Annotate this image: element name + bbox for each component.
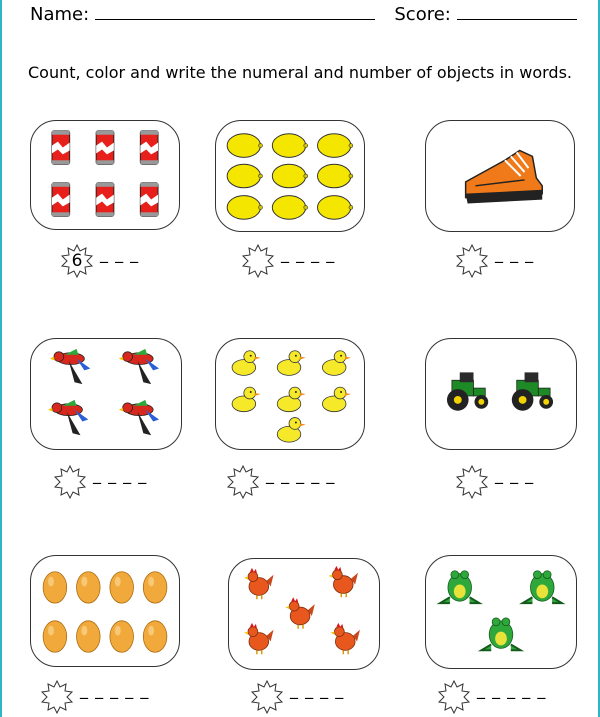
- tractors-picture: [426, 339, 576, 449]
- hens-picture: [229, 559, 379, 669]
- counting-box-frogs: [425, 555, 577, 669]
- numeral-star-icon[interactable]: [455, 465, 489, 499]
- numeral-star-icon[interactable]: [40, 680, 74, 714]
- answer-tractors: [455, 465, 565, 499]
- word-blanks[interactable]: _ _ _: [100, 244, 140, 263]
- score-label: Score:: [394, 4, 451, 25]
- answer-sneaker: [455, 244, 565, 278]
- word-blanks[interactable]: _ _ _ _ _: [80, 680, 150, 699]
- numeral-text: 6: [71, 251, 83, 271]
- numeral-star-icon[interactable]: [226, 465, 260, 499]
- word-blanks[interactable]: _ _ _ _ _: [266, 465, 336, 484]
- score-blank[interactable]: [457, 3, 577, 20]
- counting-box-lemons: [215, 120, 365, 232]
- answer-parrots: [53, 465, 173, 499]
- counting-box-ducks: [215, 338, 365, 450]
- eggs-picture: [31, 556, 179, 666]
- numeral-star-icon[interactable]: [241, 244, 275, 278]
- soda-cans-picture: [31, 121, 179, 229]
- word-blanks[interactable]: _ _ _ _: [290, 680, 345, 699]
- counting-box-sneaker: [425, 120, 575, 232]
- frogs-picture: [426, 556, 576, 668]
- counting-box-parrots: [30, 338, 182, 450]
- counting-box-tractors: [425, 338, 577, 450]
- answer-ducks: [226, 465, 366, 499]
- answer-eggs: [40, 680, 190, 714]
- lemons-picture: [216, 121, 364, 231]
- name-blank[interactable]: [95, 3, 375, 20]
- worksheet-header: [30, 3, 577, 25]
- answer-frogs: [437, 680, 587, 714]
- word-blanks[interactable]: _ _ _ _ _: [477, 680, 547, 699]
- answer-hens: [250, 680, 390, 714]
- answer-lemons: [241, 244, 361, 278]
- word-blanks[interactable]: _ _ _: [495, 465, 535, 484]
- counting-box-eggs: [30, 555, 180, 667]
- numeral-star-icon[interactable]: [250, 680, 284, 714]
- numeral-star-icon[interactable]: [60, 244, 94, 278]
- counting-box-hens: [228, 558, 380, 670]
- counting-box-soda-cans: [30, 120, 180, 230]
- instructions: Count, color and write the numeral and number of objects in words.: [27, 63, 572, 82]
- sneaker-picture: [426, 121, 574, 231]
- answer-soda-cans: [60, 244, 170, 278]
- word-blanks[interactable]: _ _ _ _: [281, 244, 336, 263]
- word-blanks[interactable]: _ _ _ _: [93, 465, 148, 484]
- numeral-star-icon[interactable]: [437, 680, 471, 714]
- numeral-star-icon[interactable]: [455, 244, 489, 278]
- left-frame-line: [0, 0, 2, 717]
- word-blanks[interactable]: _ _ _: [495, 244, 535, 263]
- numeral-star-icon[interactable]: [53, 465, 87, 499]
- ducks-picture: [216, 339, 364, 449]
- parrots-picture: [31, 339, 181, 449]
- name-label: Name:: [30, 4, 90, 25]
